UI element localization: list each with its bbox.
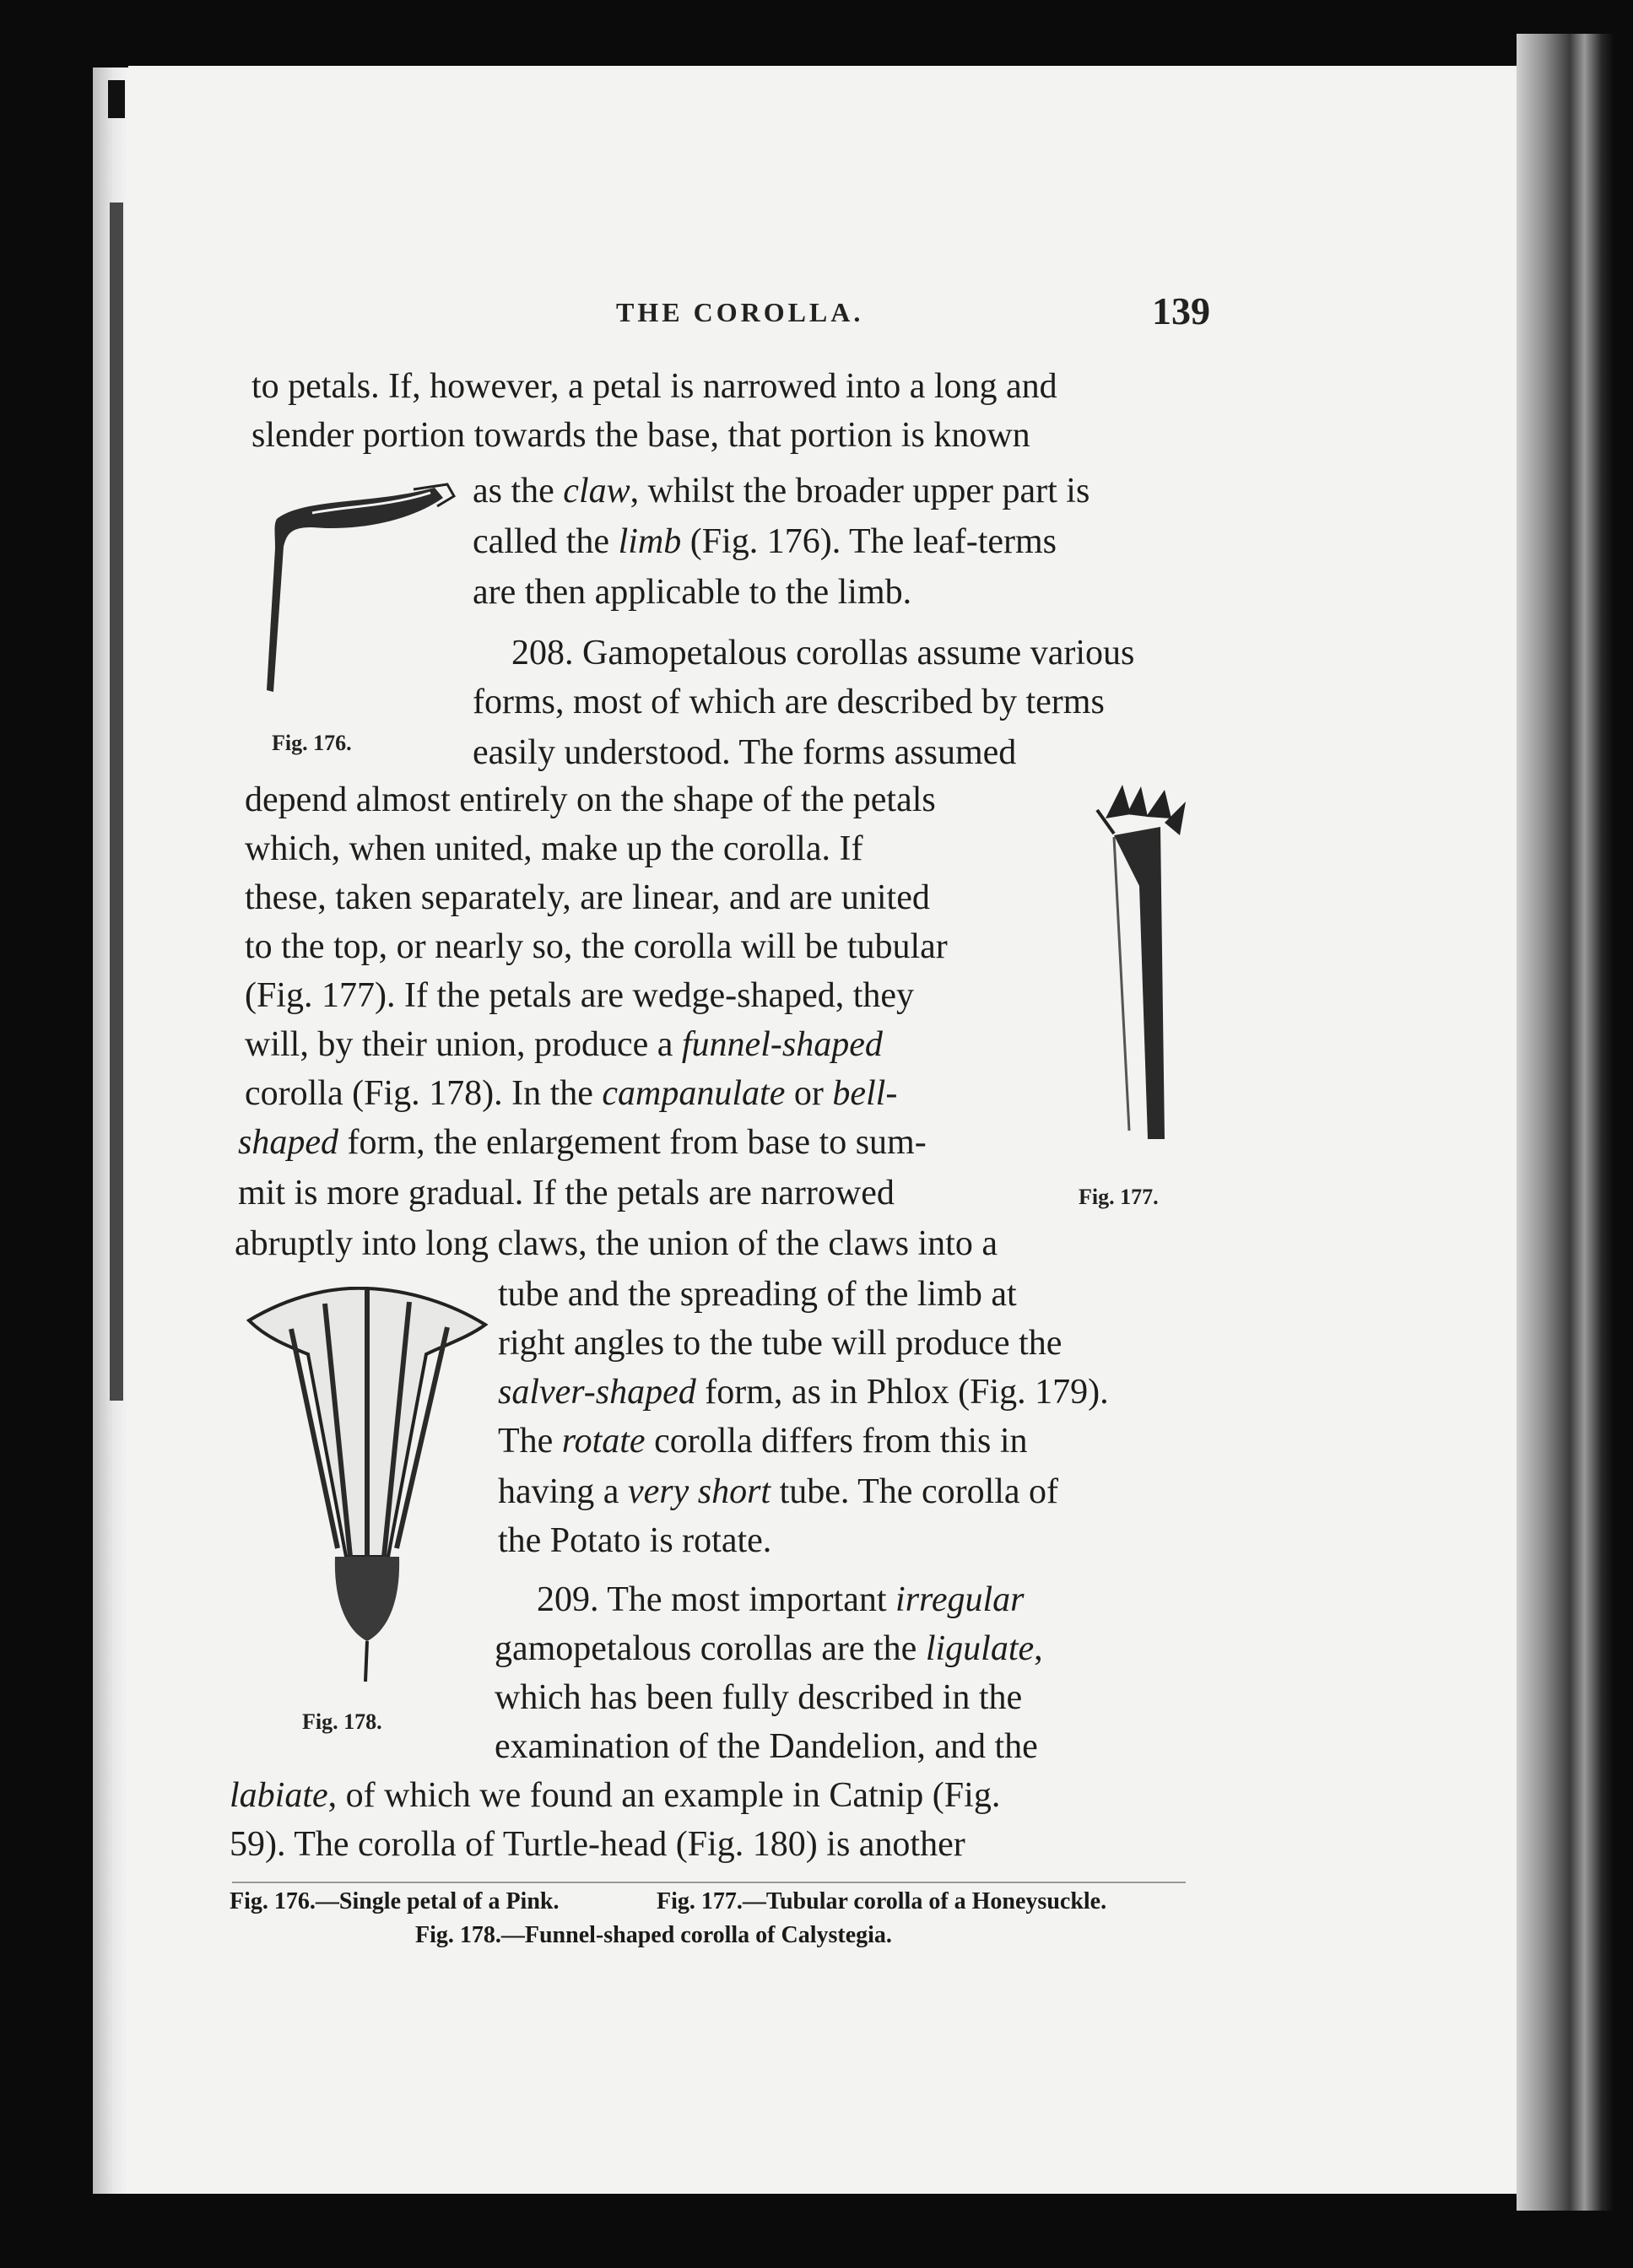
caption-fig-177: Fig. 177.—Tubular corolla of a Honeysuckle. bbox=[657, 1888, 1107, 1914]
text-line: will, by their union, produce a funnel-shaped bbox=[245, 1025, 883, 1064]
page-edge-shadow bbox=[1517, 34, 1614, 2211]
text-line: labiate, of which we found an example in Catnip (Fig. bbox=[230, 1776, 1001, 1815]
text-line: 208. Gamopetalous corollas assume various bbox=[511, 634, 1135, 672]
caption-rule bbox=[232, 1882, 1186, 1883]
text-line: right angles to the tube will produce the bbox=[498, 1324, 1063, 1363]
text-line: which has been fully described in the bbox=[495, 1678, 1023, 1717]
text-line: (Fig. 177). If the petals are wedge-shaped, they bbox=[245, 976, 915, 1015]
text-line: these, taken separately, are linear, and are united bbox=[245, 878, 930, 917]
text-line: depend almost entirely on the shape of the petals bbox=[245, 780, 936, 819]
spine-mark bbox=[108, 80, 125, 118]
fig-176-label: Fig. 176. bbox=[272, 731, 352, 755]
fig-177-illustration bbox=[1080, 785, 1198, 1148]
scan-left-edge bbox=[0, 0, 93, 2268]
fig-178-illustration bbox=[241, 1287, 494, 1683]
text-line: salver-shaped form, as in Phlox (Fig. 179). bbox=[498, 1373, 1109, 1412]
text-line: easily understood. The forms assumed bbox=[473, 733, 1017, 772]
spine-shadow bbox=[110, 202, 123, 1401]
page-number: 139 bbox=[1152, 289, 1210, 332]
fig-176-illustration bbox=[253, 481, 456, 717]
fig-177-label: Fig. 177. bbox=[1079, 1185, 1159, 1209]
text-line: which, when united, make up the corolla. If bbox=[245, 829, 863, 868]
text-line: to petals. If, however, a petal is narrowed into a long and bbox=[251, 367, 1057, 406]
text-line: gamopetalous corollas are the ligulate, bbox=[495, 1629, 1043, 1668]
text-line: The rotate corolla differs from this in bbox=[498, 1422, 1028, 1461]
caption-fig-176: Fig. 176.—Single petal of a Pink. bbox=[230, 1888, 560, 1914]
caption-fig-178: Fig. 178.—Funnel-shaped corolla of Calystegia. bbox=[415, 1922, 892, 1948]
text-line: 209. The most important irregular bbox=[537, 1580, 1025, 1619]
text-line: corolla (Fig. 178). In the campanulate or bell- bbox=[245, 1074, 898, 1113]
text-line: having a very short tube. The corolla of bbox=[498, 1472, 1059, 1511]
text-line: mit is more gradual. If the petals are narrowed bbox=[238, 1174, 895, 1212]
text-line: to the top, or nearly so, the corolla will be tubular bbox=[245, 927, 948, 966]
text-line: shaped form, the enlargement from base to sum- bbox=[238, 1123, 927, 1162]
text-line: abruptly into long claws, the union of the claws into a bbox=[235, 1224, 998, 1263]
text-line: called the limb (Fig. 176). The leaf-terms bbox=[473, 522, 1057, 561]
text-line: the Potato is rotate. bbox=[498, 1521, 772, 1560]
fig-178-label: Fig. 178. bbox=[302, 1709, 382, 1734]
text-line: are then applicable to the limb. bbox=[473, 573, 912, 612]
text-line: examination of the Dandelion, and the bbox=[495, 1727, 1038, 1766]
text-line: tube and the spreading of the limb at bbox=[498, 1275, 1017, 1314]
text-line: as the claw, whilst the broader upper part is bbox=[473, 472, 1090, 510]
text-line: forms, most of which are described by terms bbox=[473, 683, 1105, 721]
running-head: THE COROLLA. bbox=[616, 297, 864, 327]
text-line: 59). The corolla of Turtle-head (Fig. 180) is another bbox=[230, 1825, 965, 1864]
text-line: slender portion towards the base, that portion is known bbox=[251, 416, 1030, 455]
